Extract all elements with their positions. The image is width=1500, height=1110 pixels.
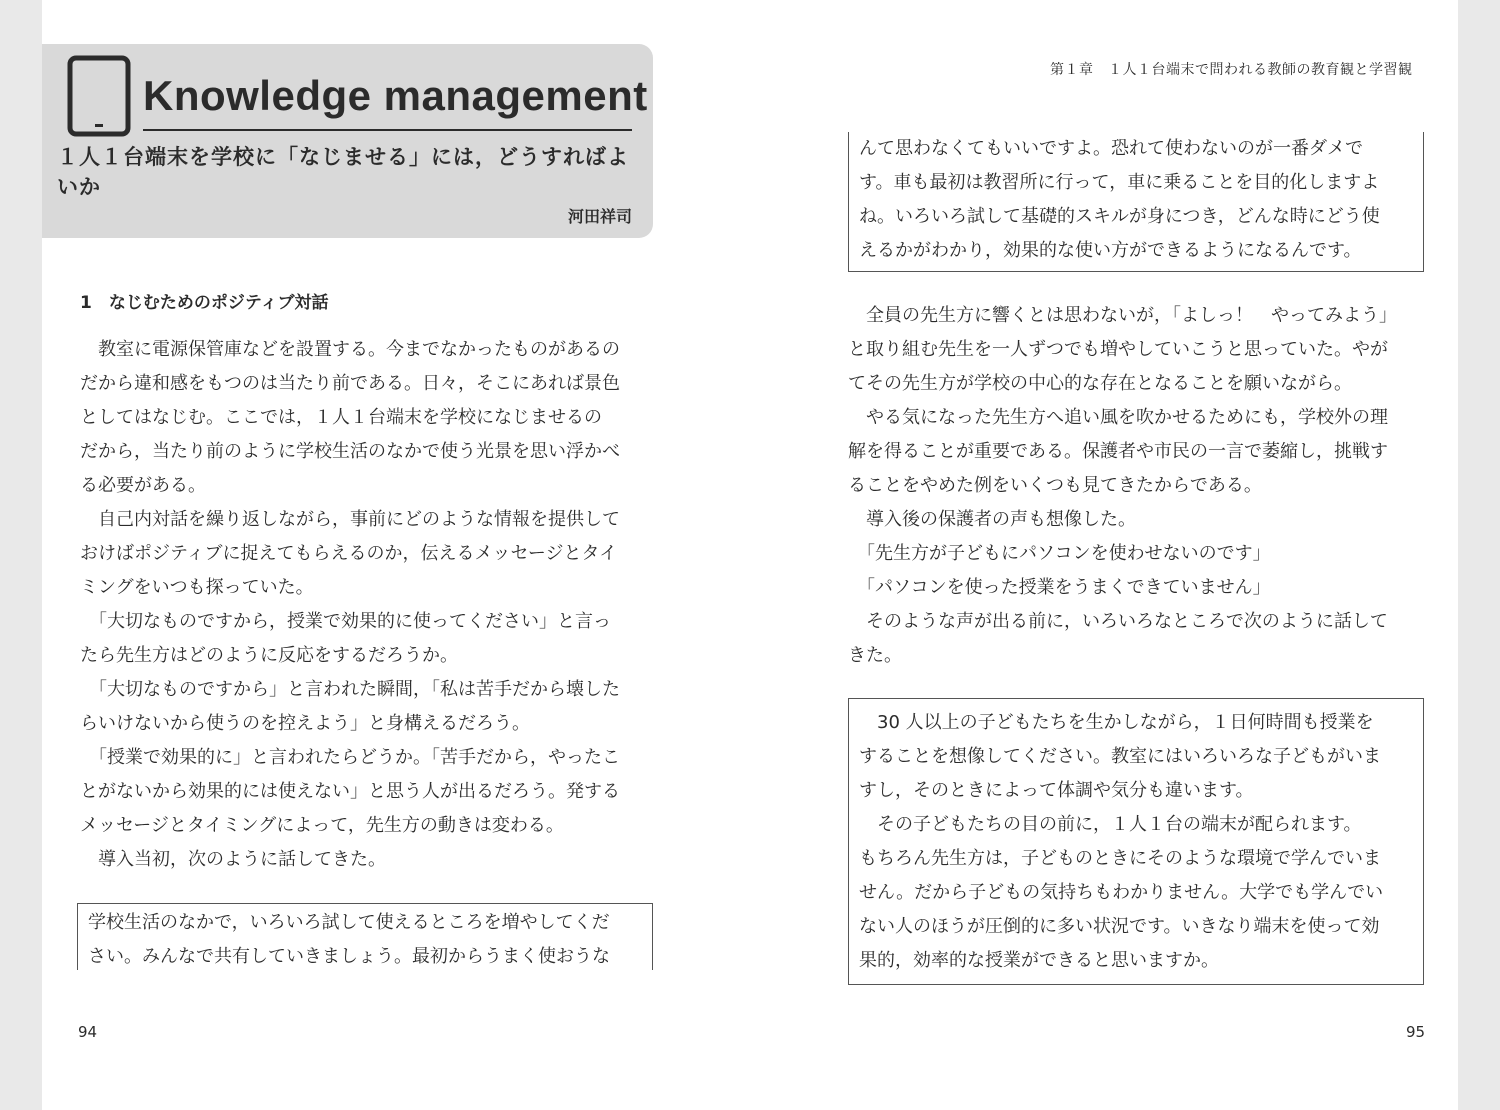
box-line: さい。みんなで共有していきましょう。最初からうまく使おうな (88, 946, 610, 967)
text-line: 自己内対話を繰り返しながら，事前にどのような情報を提供して (80, 509, 620, 530)
box-line: すし，そのときによって体調や気分も違います。 (859, 780, 1254, 801)
text-line: 導入後の保護者の声も想像した。 (848, 509, 1136, 530)
text-line: 「パソコンを使った授業をうまくできていません」 (848, 577, 1271, 598)
text-line: ミングをいつも探っていた。 (80, 577, 314, 598)
text-line: らいけないから使うのを控えよう」と身構えるだろう。 (80, 713, 530, 734)
text-line: 解を得ることが重要である。保護者や市民の一言で萎縮し，挑戦す (848, 441, 1388, 462)
box-line: その子どもたちの目の前に，１人１台の端末が配られます。 (859, 814, 1362, 835)
box-line: 果的，効率的な授業ができると思いますか。 (859, 950, 1219, 971)
text-line: る必要がある。 (80, 475, 206, 496)
box-line: んて思わなくてもいいですよ。恐れて使わないのが一番ダメで (859, 138, 1363, 159)
box-line: することを想像してください。教室にはいろいろな子どもがいま (859, 746, 1381, 767)
text-line: 全員の先生方に響くとは思わないが，「よしっ！ やってみよう」 (848, 305, 1397, 326)
box-line: 学校生活のなかで，いろいろ試して使えるところを増やしてくだ (88, 912, 610, 933)
text-line: やる気になった先生方へ追い風を吹かせるためにも，学校外の理 (848, 407, 1388, 428)
text-line: 「授業で効果的に」と言われたらどうか。「苦手だから，やったこ (80, 747, 620, 768)
section-heading: 1 なじむためのポジティブ対話 (80, 293, 329, 313)
author-name: 河田祥司 (567, 207, 632, 226)
right-body-text (848, 299, 1397, 673)
text-line: としてはなじむ。ここでは，１人１台端末を学校になじませるの (80, 407, 602, 428)
text-line: だから，当たり前のように学校生活のなかで使う光景を思い浮かべ (80, 441, 620, 462)
article-title: １人１台端末を学校に「なじませる」には，どうすればよいか (57, 145, 629, 199)
running-head: 第１章 １人１台端末で問われる教師の教育観と学習観 (1050, 62, 1413, 78)
box-line: えるかがわかり，効果的な使い方ができるようになるんです。 (859, 240, 1362, 261)
text-line: ることをやめた例をいくつも見てきたからである。 (848, 475, 1262, 496)
text-line: 「大切なものですから」と言われた瞬間，「私は苦手だから壊した (80, 679, 620, 700)
text-line: てその先生方が学校の中心的な存在となることを願いながら。 (848, 373, 1352, 394)
series-title: Knowledge management (143, 72, 648, 119)
quote-box-right (848, 698, 1424, 985)
text-line: メッセージとタイミングによって，先生方の動きは変わる。 (80, 815, 564, 836)
left-body-text (80, 333, 620, 877)
text-line: 導入当初，次のように話してきた。 (80, 849, 386, 870)
box-line: す。車も最初は教習所に行って，車に乗ることを目的化しますよ (859, 172, 1380, 193)
box-line: せん。だから子どもの気持ちもわかりません。大学でも学んでい (859, 882, 1384, 903)
text-line: と取り組む先生を一人ずつでも増やしていこうと思っていた。やが (848, 339, 1388, 360)
quote-box-right-continued (848, 132, 1424, 272)
box-line: ね。いろいろ試して基礎的スキルが身につき，どんな時にどう使 (859, 206, 1380, 227)
text-line: きた。 (848, 645, 902, 666)
box-line: ない人のほうが圧倒的に多い状況です。いきなり端末を使って効 (859, 916, 1380, 937)
text-line: 「大切なものですから，授業で効果的に使ってください」と言っ (80, 611, 611, 632)
text-line: だから違和感をもつのは当たり前である。日々，そこにあれば景色 (80, 373, 620, 394)
text-line: とがないから効果的には使えない」と思う人が出るだろう。発する (80, 781, 620, 802)
text-line: おけばポジティブに捉えてもらえるのか，伝えるメッセージとタイ (80, 543, 618, 564)
text-line: そのような声が出る前に，いろいろなところで次のように話して (848, 611, 1388, 632)
tablet-icon (67, 55, 131, 137)
box-line: もちろん先生方は，子どものときにそのような環境で学んでいま (859, 848, 1381, 869)
text-line: 教室に電源保管庫などを設置する。今までなかったものがあるの (80, 339, 620, 360)
quote-box-left (77, 903, 653, 970)
page-number-right: 95 (1406, 1023, 1426, 1041)
box-line: 30 人以上の子どもたちを生かしながら，１日何時間も授業を (859, 712, 1374, 733)
title-rule (143, 129, 632, 131)
page-number-left: 94 (78, 1023, 98, 1041)
text-line: たら先生方はどのように反応をするだろうか。 (80, 645, 458, 666)
text-line: 「先生方が子どもにパソコンを使わせないのです」 (848, 543, 1271, 564)
